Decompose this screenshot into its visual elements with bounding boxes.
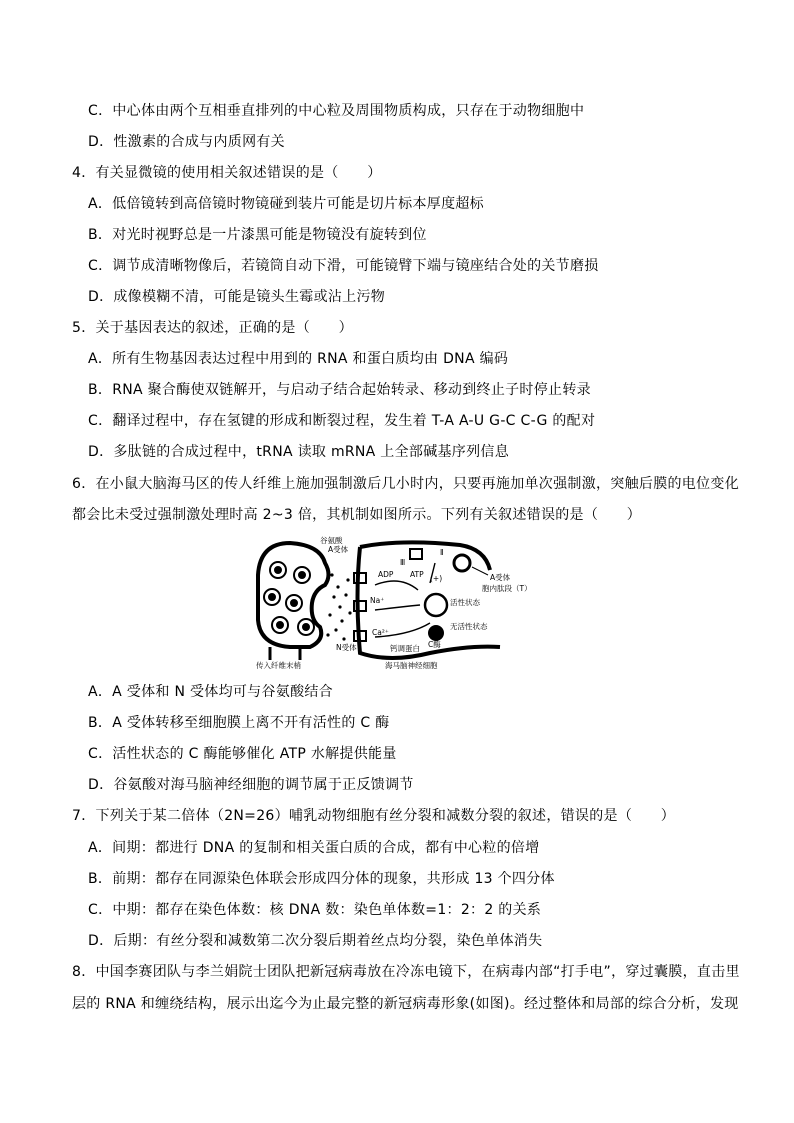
synapse-diagram (250, 535, 550, 670)
option-5b: B．RNA 聚合酶使双链解开，与启动子结合起始转录、移动到终止子时停止转录 (88, 382, 591, 398)
label-line-a-receptor (472, 567, 488, 575)
label-a-receptor: A受体 (328, 545, 349, 554)
a-receptor-vesicle (454, 555, 470, 571)
label-ca: Ca²⁺ (372, 628, 389, 637)
option-6a: A．A 受体和 N 受体均可与谷氨酸结合 (88, 684, 333, 700)
label-roman-3: Ⅲ (400, 558, 406, 567)
question-8: 8．中国李赛团队与李兰娟院士团队把新冠病毒放在冷冻电镜下，在病毒内部“打手电”，穿过囊膜，直击里 (72, 964, 740, 980)
option-7a: A．间期：都进行 DNA 的复制和相关蛋白质的合成，都有中心粒的倍增 (88, 840, 540, 856)
arrow-na (375, 605, 420, 610)
question-5: 5．关于基因表达的叙述，正确的是（ ） (72, 320, 353, 336)
label-adp: ADP (378, 570, 394, 579)
question-8-continued: 层的 RNA 和缠绕结构，展示出迄今为止最完整的新冠病毒形象(如图)。经过整体和局部的综合分析，发现 (72, 996, 739, 1012)
label-na: Na⁺ (370, 596, 385, 605)
label-intracellular-segment: 胞内肽段（T） (482, 584, 532, 593)
c-enzyme-active-shape (425, 594, 447, 616)
label-glutamate: 谷氨酸 (320, 536, 343, 545)
label-calmodulin: 钙调蛋白 (390, 644, 420, 653)
label-active-state: 活性状态 (450, 598, 480, 607)
label-inactive-state: 无活性状态 (450, 622, 488, 631)
option-4d: D．成像模糊不清，可能是镜头生霉或沾上污物 (88, 289, 386, 305)
option-6d: D．谷氨酸对海马脑神经细胞的调节属于正反馈调节 (88, 777, 414, 793)
option-7b: B．前期：都存在同源染色体联会形成四分体的现象，共形成 13 个四分体 (88, 871, 555, 887)
option-3d: D．性激素的合成与内质网有关 (88, 134, 285, 150)
label-plus: (+) (430, 574, 443, 583)
question-6: 6．在小鼠大脑海马区的传人纤维上施加强制激后几小时内，只要再施加单次强制激，突触后膜的电位变化 (72, 476, 740, 492)
question-4: 4．有关显微镜的使用相关叙述错误的是（ ） (72, 165, 382, 181)
option-5a: A．所有生物基因表达过程中用到的 RNA 和蛋白质均由 DNA 编码 (88, 351, 509, 367)
option-4c: C．调节成清晰物像后，若镜筒自动下滑，可能镜臂下端与镜座结合处的关节磨损 (88, 258, 599, 274)
option-4b: B．对光时视野总是一片漆黑可能是物镜没有旋转到位 (88, 227, 427, 243)
arrow-atp (375, 581, 418, 590)
label-atp: ATP (410, 570, 424, 579)
option-5c: C．翻译过程中，存在氢键的形成和断裂过程，发生着 T-A A-U G-C C-G 的配对 (88, 413, 596, 429)
label-c-enzyme: C酶 (428, 640, 441, 649)
question-7: 7．下列关于某二倍体（2N=26）哺乳动物细胞有丝分裂和减数分裂的叙述，错误的是（ ） (72, 808, 676, 824)
option-4a: A．低倍镜转到高倍镜时物镜碰到装片可能是切片标本厚度超标 (88, 196, 484, 212)
option-5d: D．多肽链的合成过程中，tRNA 读取 mRNA 上全部碱基序列信息 (88, 444, 510, 460)
option-7c: C．中期：都存在染色体数：核 DNA 数：染色单体数=1：2：2 的关系 (88, 902, 542, 918)
option-3c: C．中心体由两个互相垂直排列的中心粒及周围物质构成，只存在于动物细胞中 (88, 103, 585, 119)
option-6b: B．A 受体转移至细胞膜上离不开有活性的 C 酶 (88, 715, 390, 731)
glutamate-dots (326, 573, 351, 640)
vesicles (264, 562, 314, 635)
label-roman-2: Ⅱ (440, 548, 444, 557)
label-a-receptor-right: A受体 (490, 573, 511, 582)
label-n-receptor: N受体 (336, 643, 357, 652)
label-hippocampal-neuron: 海马脑神经细胞 (385, 661, 438, 670)
question-6-continued: 都会比未受过强制激处理时高 2~3 倍，其机制如图所示。下列有关叙述错误的是（ ） (72, 507, 642, 523)
option-6c: C．活性状态的 C 酶能够催化 ATP 水解提供能量 (88, 746, 397, 762)
c-enzyme-inactive-shape (428, 625, 444, 641)
label-afferent-terminal: 传入纤维末梢 (256, 661, 301, 670)
option-7d: D．后期：有丝分裂和减数第二次分裂后期着丝点均分裂，染色单体消失 (88, 933, 543, 949)
